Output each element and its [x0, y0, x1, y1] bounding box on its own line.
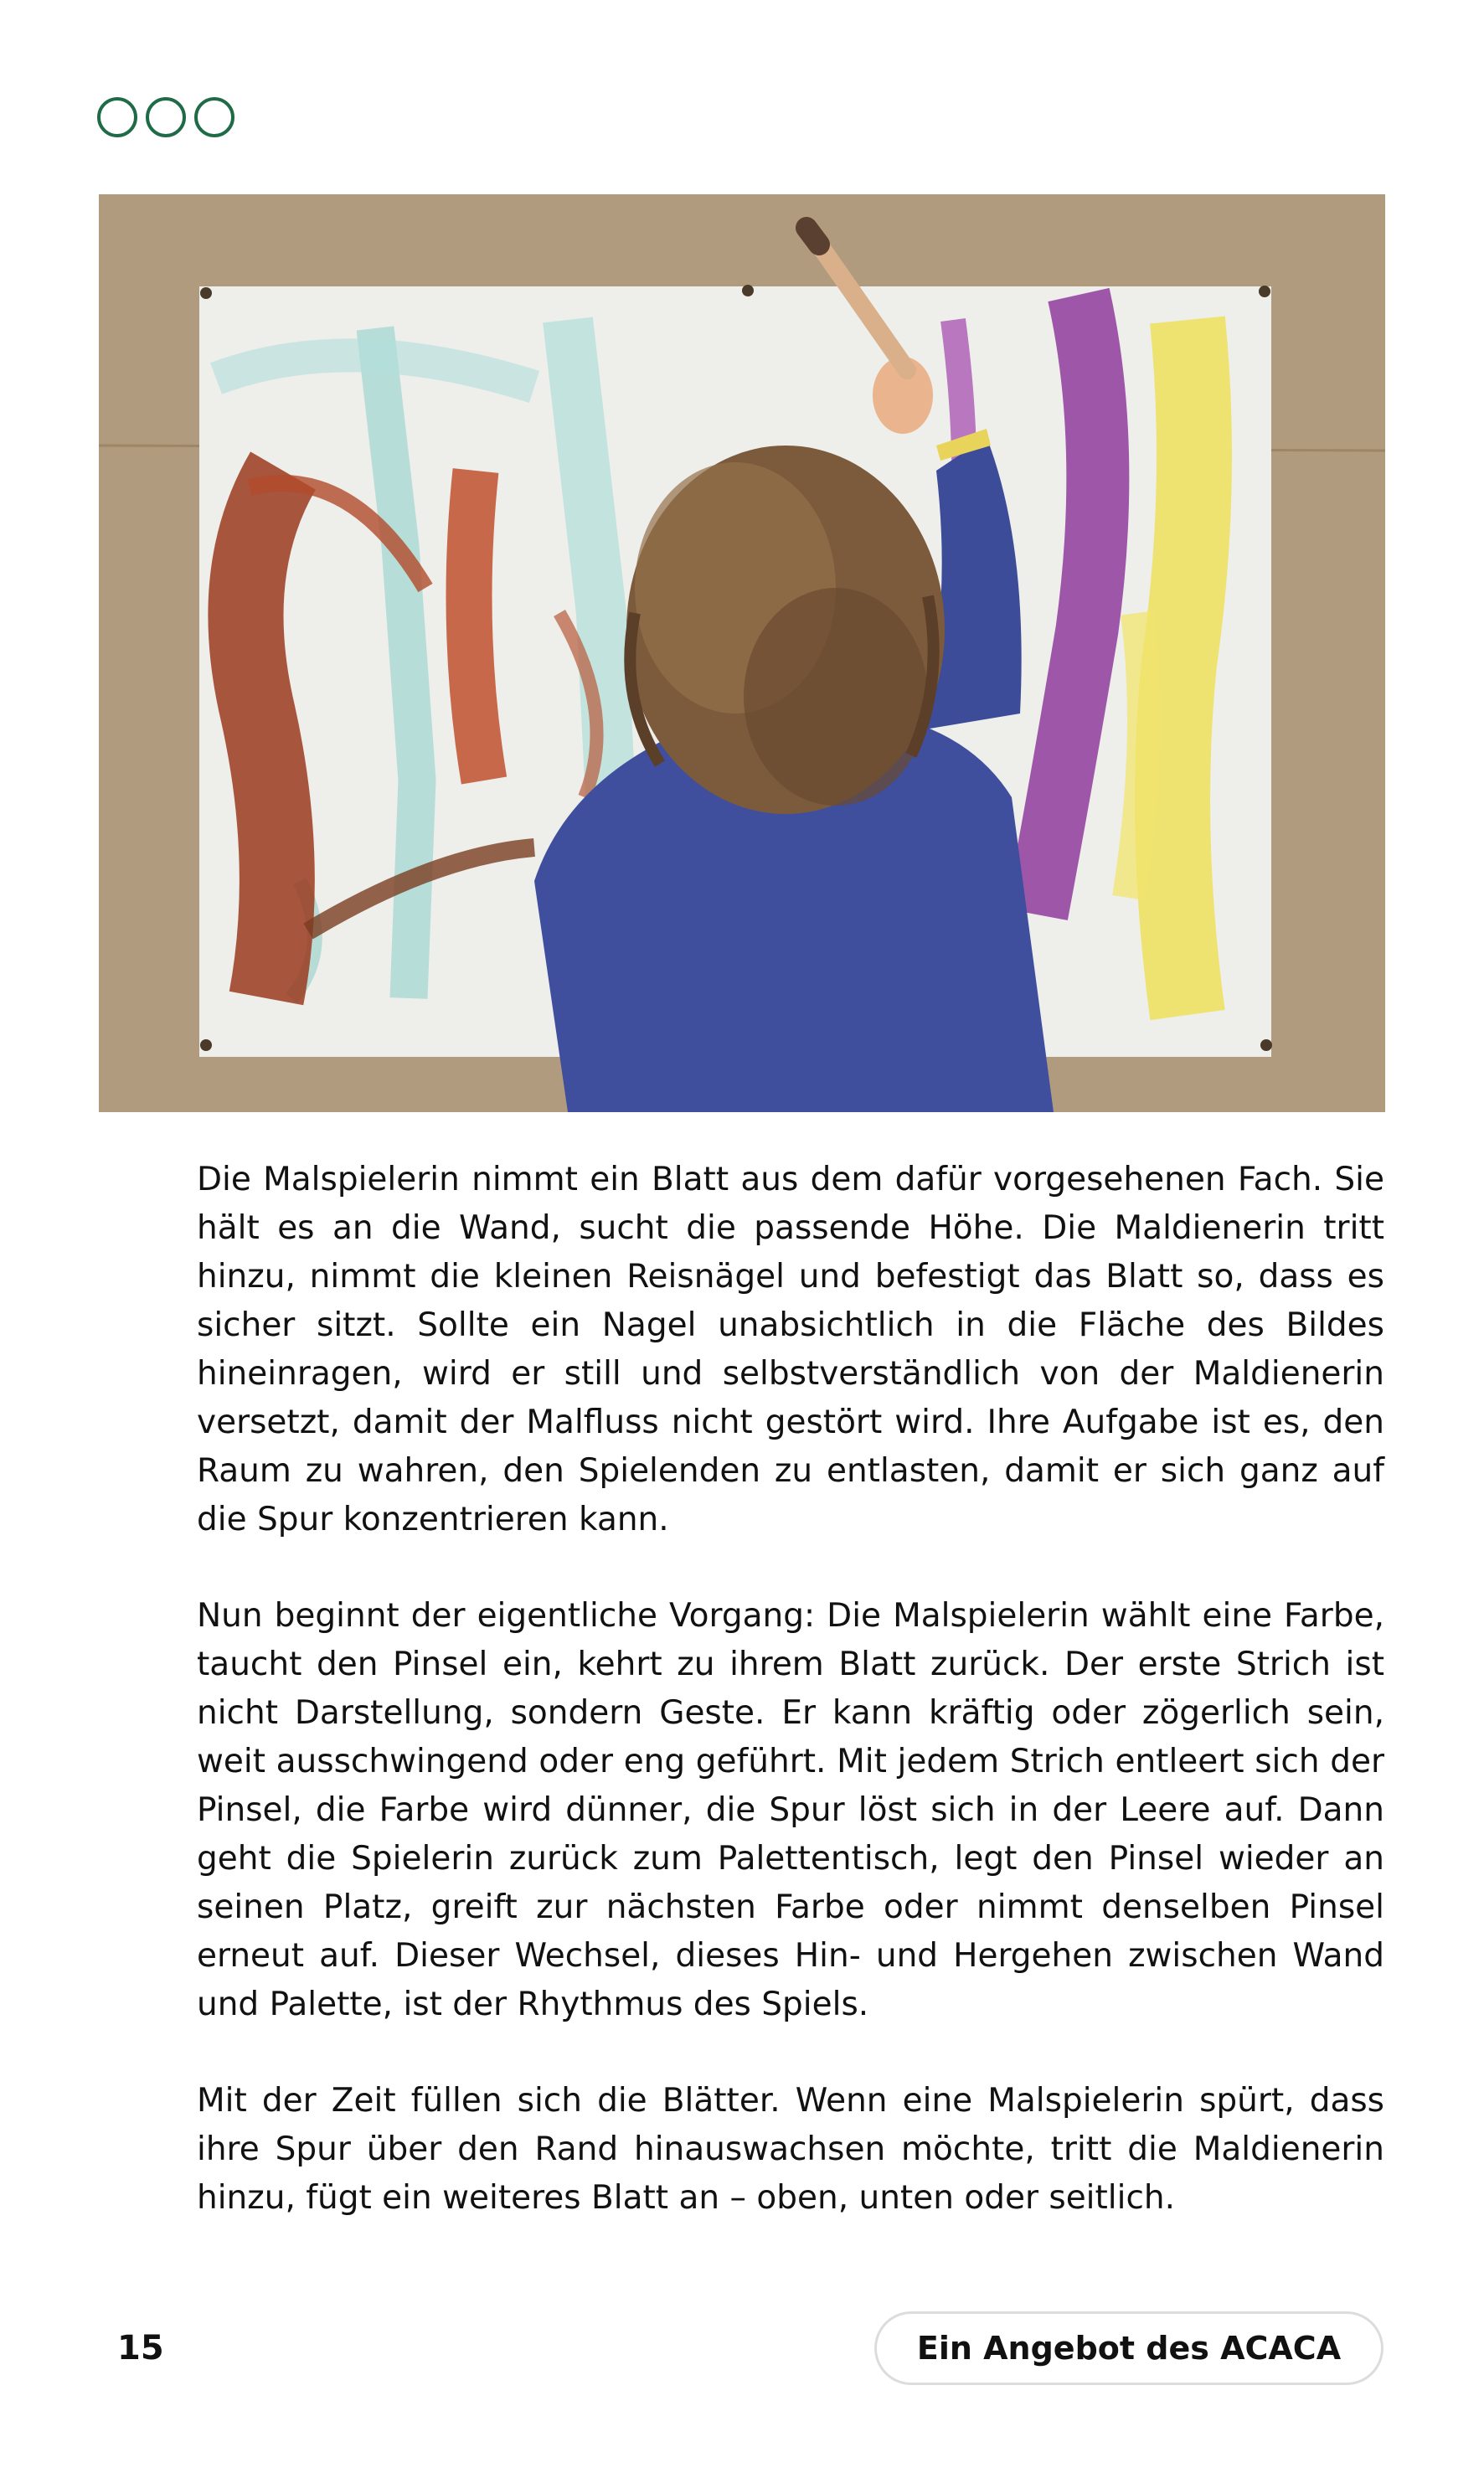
circle-icon: [146, 97, 186, 137]
three-circles-icon: [97, 97, 234, 137]
page-number: 15: [117, 2329, 164, 2367]
circle-icon: [97, 97, 137, 137]
paragraph: Die Malspielerin nimmt ein Blatt aus dem dafür vorgesehenen Fach. Sie hält es an die Wand, sucht die passende Höhe. Die Maldienerin tritt hinzu, nimmt die kleinen Reisnägel und befestigt das Blatt so, dass es sicher sitzt. Sollte ein Nagel unabsichtlich in die Fläche des Bildes hineinragen, wird er still und selbstverständlich von der Maldienerin versetzt, damit der Malfluss nicht gestört wird. Ihre Aufgabe ist es, den Raum zu wahren, den Spielenden zu entlasten, damit er sich ganz auf die Spur konzentrieren kann.: [197, 1161, 1384, 1538]
child-painting-photo: [99, 194, 1385, 1112]
paragraph: Nun beginnt der eigentliche Vorgang: Die Malspielerin wählt eine Farbe, taucht den Pinsel ein, kehrt zu ihrem Blatt zurück. Der erste Strich ist nicht Darstellung, sondern Geste. Er kann kräftig oder zögerlich sein, weit ausschwingend oder eng geführt. Mit jedem Strich entleert sich der Pinsel, die Farbe wird dünner, die Spur löst sich in der Leere auf. Dann geht die Spielerin zurück zum Palettentisch, legt den Pinsel wieder an seinen Platz, greift zur nächsten Farbe oder nimmt denselben Pinsel erneut auf. Dieser Wechsel, dieses Hin- und Hergehen zwischen Wand und Palette, ist der Rhythmus des Spiels.: [197, 1597, 1384, 2023]
body-text: [197, 1156, 1384, 2270]
paragraph: Mit der Zeit füllen sich die Blätter. Wenn eine Malspielerin spürt, dass ihre Spur über den Rand hinauswachsen möchte, tritt die Maldienerin hinzu, fügt ein weiteres Blatt an – oben, unten oder seitlich.: [197, 2082, 1384, 2217]
acaca-badge: Ein Angebot des ACACA: [874, 2311, 1384, 2385]
circle-icon: [194, 97, 234, 137]
